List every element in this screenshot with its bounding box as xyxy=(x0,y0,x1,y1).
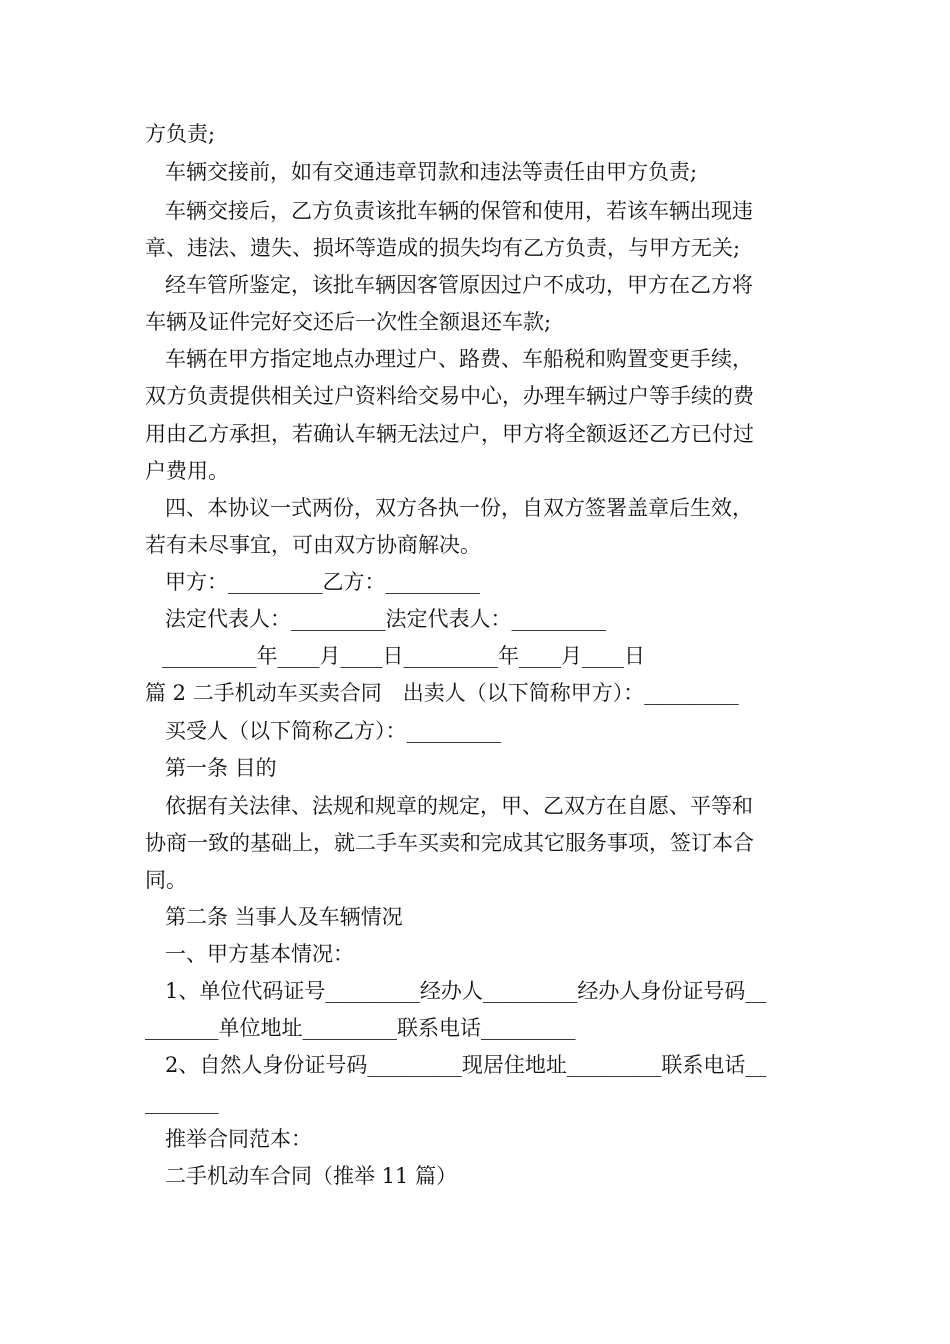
text-line: 若有未尽事宜，可由双方协商解决。 xyxy=(145,533,481,557)
text-line: 车辆在甲方指定地点办理过户、路费、车船税和购置变更手续， xyxy=(165,347,753,371)
text-line: _______单位地址_________联系电话_________ xyxy=(145,1016,576,1040)
text-line: 1、单位代码证号_________经办人_________经办人身份证号码__ xyxy=(165,979,767,1003)
text-line: 车辆交接前，如有交通违章罚款和违法等责任由甲方负责; xyxy=(165,160,698,184)
section-heading: 篇 2 二手机动车买卖合同 出卖人（以下简称甲方）：_________ xyxy=(145,681,739,705)
text-line: _______ xyxy=(145,1090,219,1114)
text-line: 推举合同范本： xyxy=(165,1127,312,1151)
text-line: 双方负责提供相关过户资料给交易中心，办理车辆过户等手续的费 xyxy=(145,384,754,408)
text-line: 买受人（以下简称乙方）：_________ xyxy=(165,719,501,743)
article-heading: 第二条 当事人及车辆情况 xyxy=(165,905,403,929)
text-line: 二手机动车合同（推举 11 篇） xyxy=(165,1164,458,1188)
text-line: 户费用。 xyxy=(145,459,229,483)
text-line: 方负责; xyxy=(145,122,216,146)
text-line: 经车管所鉴定，该批车辆因客管原因过户不成功，甲方在乙方将 xyxy=(165,273,753,297)
signature-line-party: 甲方：_________乙方：_________ xyxy=(165,570,480,594)
text-line: 用由乙方承担，若确认车辆无法过户，甲方将全额返还乙方已付过 xyxy=(145,422,754,446)
signature-line-date: _________年____月____日_________年____月____日 xyxy=(162,644,645,668)
text-line: 依据有关法律、法规和规章的规定，甲、乙双方在自愿、平等和 xyxy=(165,794,753,818)
text-line: 章、违法、遗失、损坏等造成的损失均有乙方负责，与甲方无关; xyxy=(145,236,741,260)
article-heading: 第一条 目的 xyxy=(165,756,277,780)
text-line: 车辆及证件完好交还后一次性全额退还车款; xyxy=(145,310,552,334)
text-line: 2、自然人身份证号码_________现居住地址_________联系电话__ xyxy=(165,1053,767,1077)
text-line: 四、本协议一式两份，双方各执一份，自双方签署盖章后生效， xyxy=(165,496,753,520)
signature-line-representative: 法定代表人：_________法定代表人：_________ xyxy=(165,607,606,631)
text-line: 同。 xyxy=(145,868,187,892)
text-line: 一、甲方基本情况： xyxy=(165,942,354,966)
text-line: 协商一致的基础上，就二手车买卖和完成其它服务事项，签订本合 xyxy=(145,831,754,855)
text-line: 车辆交接后，乙方负责该批车辆的保管和使用，若该车辆出现违 xyxy=(165,199,753,223)
